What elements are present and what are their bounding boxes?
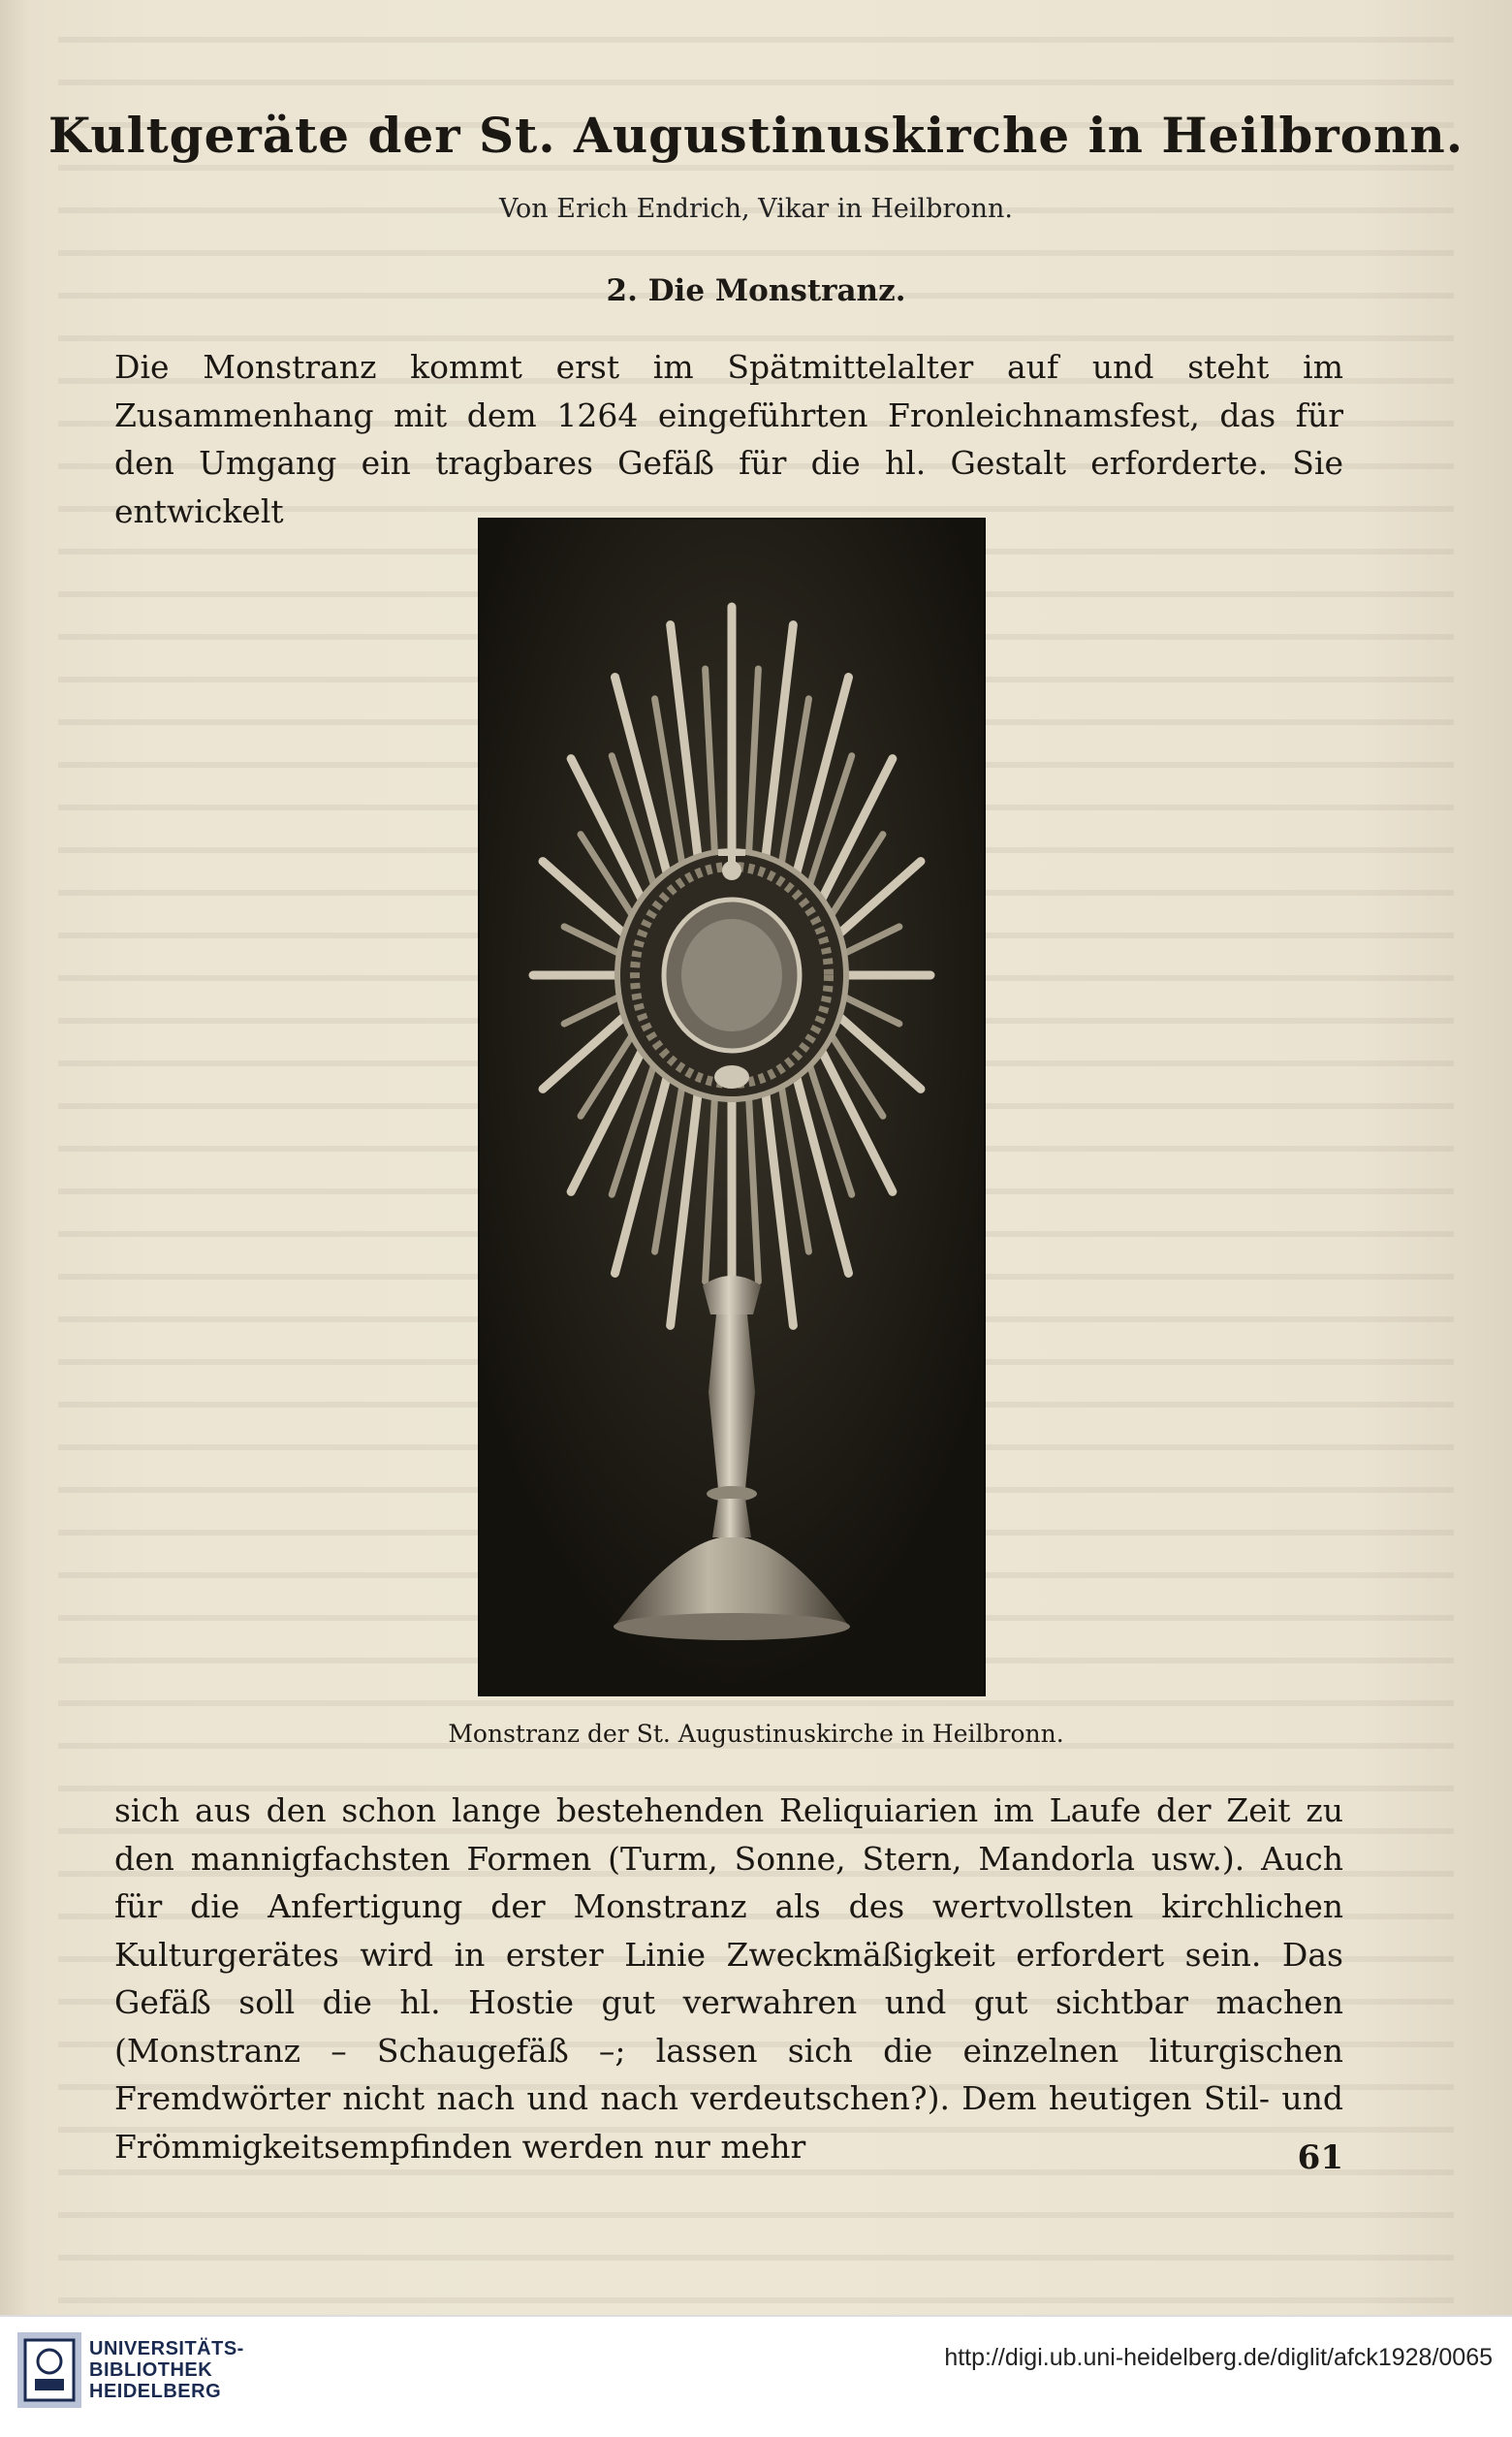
section-heading: 2. Die Monstranz. — [606, 273, 906, 308]
figure-caption: Monstranz der St. Augustinuskirche in Heilbronn. — [448, 1720, 1064, 1748]
paragraph-intro: Die Monstranz kommt erst im Spätmittelalter auf und steht im Zusammenhang mit dem 1264 eingeführten Fronleichnamsfest, das für den Umgang ein tragbares Gefäß für die hl. Gestalt erforderte. Sie entwickelt — [114, 348, 1343, 530]
article-title: Kultgeräte der St. Augustinuskirche in Heilbronn. — [47, 107, 1465, 164]
library-line-3: HEIDELBERG — [89, 2381, 222, 2402]
library-line-1: UNIVERSITÄTS- — [89, 2338, 244, 2359]
author-byline: Von Erich Endrich, Vikar in Heilbronn. — [498, 194, 1013, 224]
university-seal-icon — [16, 2330, 83, 2410]
monstrance-photograph — [478, 518, 986, 1696]
paragraph-main: sich aus den schon lange bestehenden Reliquiarien im Laufe der Zeit zu den mannigfachsten Formen (Turm, Sonne, Stern, Mandorla usw.). Auch für die Anfertigung der Monstranz als des wertvollsten kirchlichen Kulturgerätes wird in erster Linie Zweckmäßigkeit erfordert sein. Das Gefäß soll die hl. Hostie gut verwahren und gut sichtbar machen (Monstranz – Schaugefäß –; lassen sich die einzelnen liturgischen Fremdwörter nicht nach und nach verdeutschen?). Dem heutigen Stil- und Frömmigkeitsempfinden werden nur mehr — [114, 1791, 1343, 2166]
library-line-2: BIBLIOTHEK — [89, 2359, 213, 2381]
monstrance-illustration — [480, 520, 984, 1694]
library-name — [89, 2338, 244, 2402]
page-number: 61 — [1297, 2138, 1343, 2177]
source-url-link[interactable]: http://digi.ub.uni-heidelberg.de/diglit/afck1928/0065 — [944, 2344, 1493, 2371]
